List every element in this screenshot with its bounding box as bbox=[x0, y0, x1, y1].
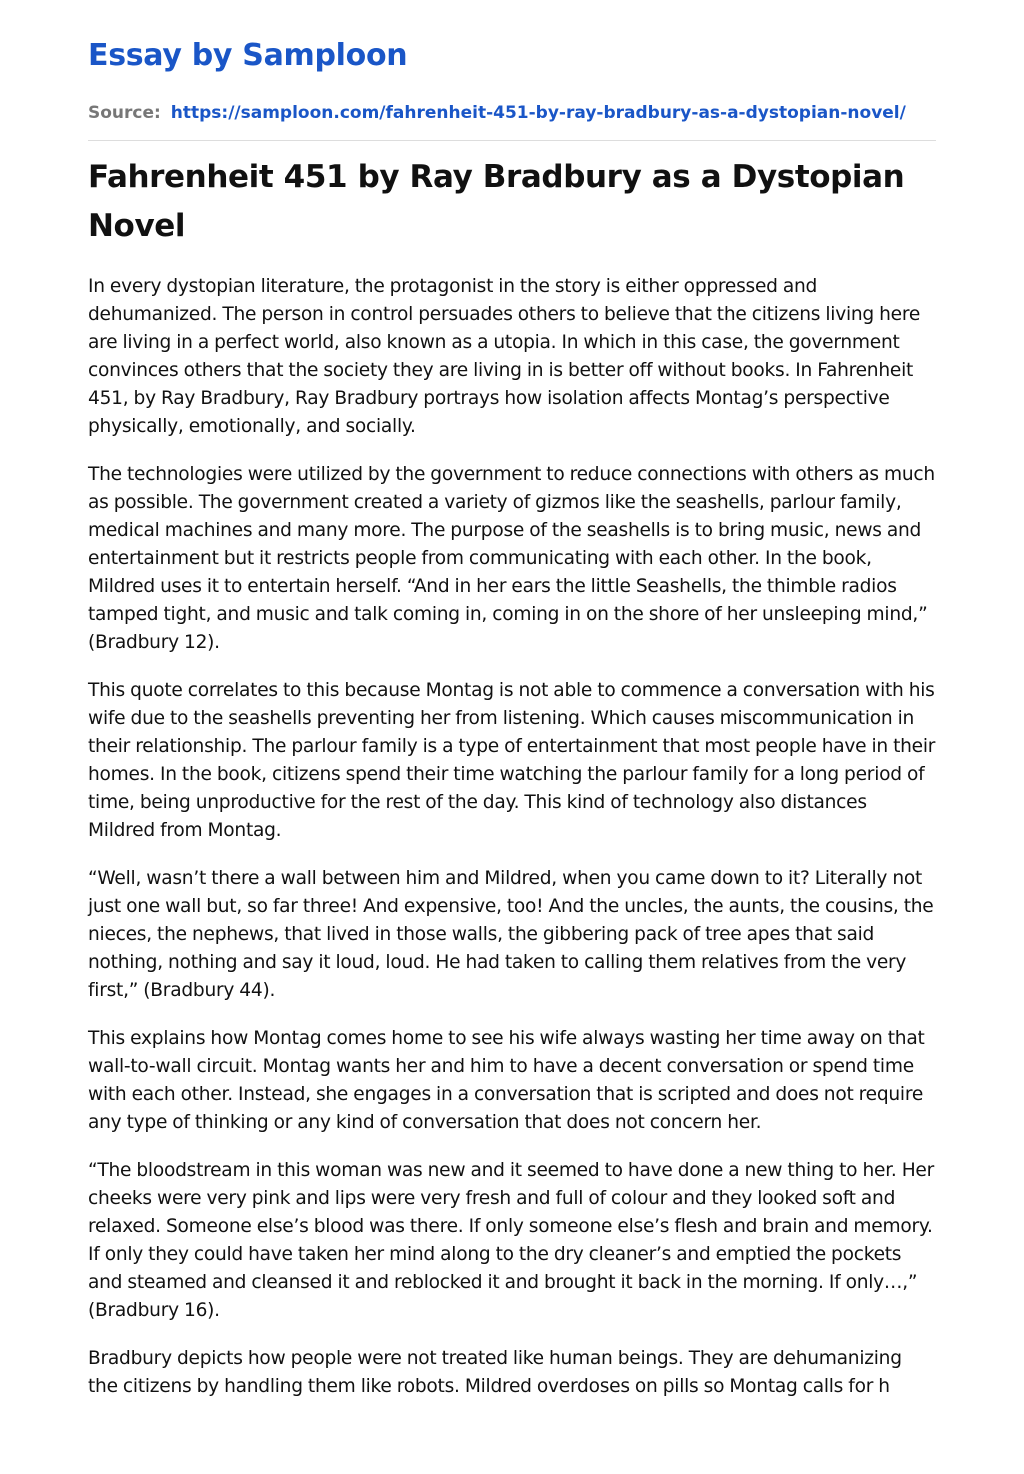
article-body bbox=[88, 273, 936, 1401]
document-page bbox=[88, 0, 936, 1421]
source-line bbox=[88, 102, 936, 124]
paragraph: “Well, wasn’t there a wall between him and Mildred, when you came down to it? Literally not just one wall but, so far three! And expensive, too! And the uncles, the aunts, the cousins, the nieces, the nephews, that lived in those walls, the gibbering pack of tree apes that said nothing, nothing and say it loud, loud. He had taken to calling them relatives from the very first,” (Bradbury 44). bbox=[88, 868, 934, 1001]
divider bbox=[88, 140, 936, 141]
paragraph: This quote correlates to this because Montag is not able to commence a conversation with his wife due to the seashells preventing her from listening. Which causes miscommunication in their relationship. The parlour family is a type of entertainment that most people have in their homes. In the book, citizens spend their time watching the parlour family for a long period of time, being unproductive for the rest of the day. This kind of technology also distances Mildred from Montag. bbox=[88, 680, 936, 841]
paragraph: Bradbury depicts how people were not treated like human beings. They are dehumanizing the citizens by handling them like robots. Mildred overdoses on pills so Montag calls for h bbox=[88, 1348, 902, 1397]
paragraph: “The bloodstream in this woman was new and it seemed to have done a new thing to her. Her cheeks were very pink and lips were very fresh and full of colour and they looked soft and relaxed. Someone else’s blood was there. If only someone else’s flesh and brain and memory. If only they could have taken her mind along to the dry cleaner’s and emptied the pockets and steamed and cleansed it and reblocked it and brought it back in the morning. If only…,” (Bradbury 16). bbox=[88, 1160, 935, 1321]
paragraph: In every dystopian literature, the protagonist in the story is either oppressed and dehumanized. The person in control persuades others to believe that the citizens living here are living in a perfect world, also known as a utopia. In which in this case, the government convinces others that the society they are living in is better off without books. In Fahrenheit 451, by Ray Bradbury, Ray Bradbury portrays how isolation affects Montag’s perspective physically, emotionally, and socially. bbox=[88, 276, 921, 437]
site-brand: Essay by Samploon bbox=[88, 38, 408, 73]
article-title: Fahrenheit 451 by Ray Bradbury as a Dystopian Novel bbox=[88, 159, 905, 244]
source-label: Source: bbox=[88, 103, 161, 123]
paragraph: The technologies were utilized by the government to reduce connections with others as much as possible. The government created a variety of gizmos like the seashells, parlour family, medical machines and many more. The purpose of the seashells is to bring music, news and entertainment but it restricts people from communicating with each other. In the book, Mildred uses it to entertain herself. “And in her ears the little Seashells, the thimble radios tamped tight, and music and talk coming in, coming in on the shore of her unsleeping mind,” (Bradbury 12). bbox=[88, 464, 935, 653]
paragraph: This explains how Montag comes home to see his wife always wasting her time away on that wall-to-wall circuit. Montag wants her and him to have a decent conversation or spend time with each other. Instead, she engages in a conversation that is scripted and does not require any type of thinking or any kind of conversation that does not concern her. bbox=[88, 1028, 925, 1133]
source-link[interactable]: https://samploon.com/fahrenheit-451-by-ray-bradbury-as-a-dystopian-novel/ bbox=[170, 103, 906, 123]
